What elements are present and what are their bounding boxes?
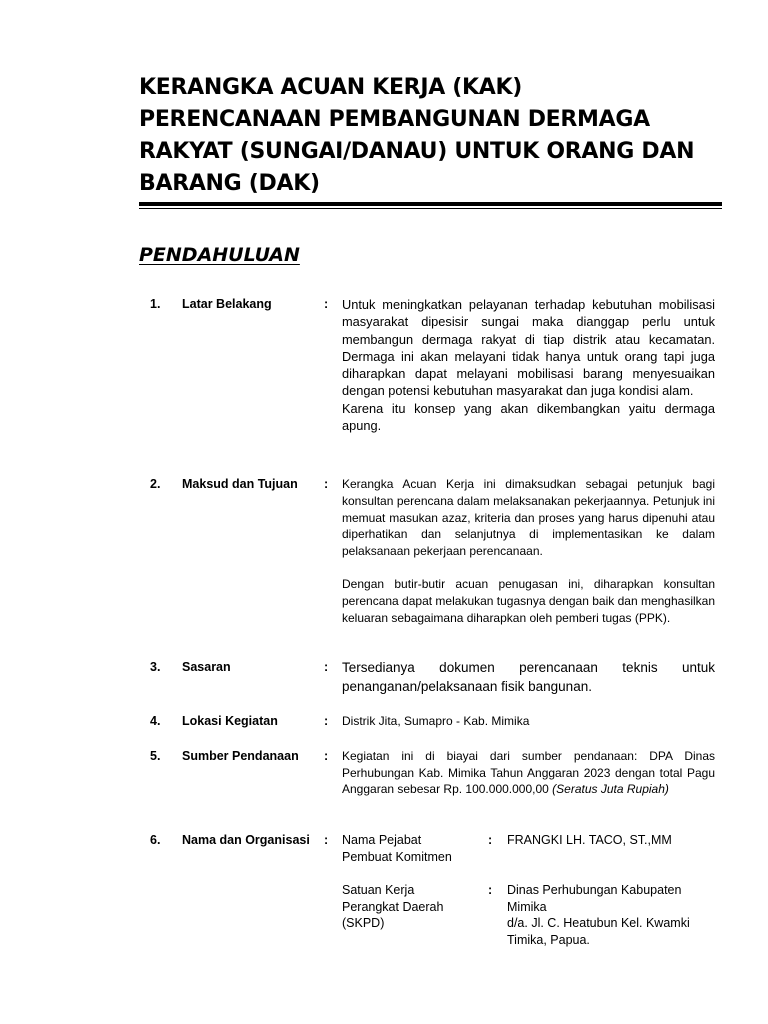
item-number: 4. — [150, 714, 161, 728]
subitem-separator: : — [488, 833, 493, 847]
item-label: Nama dan Organisasi — [182, 833, 310, 847]
subitem-value — [507, 882, 722, 948]
paragraph: Untuk meningkatkan pelayanan terhadap kebutuhan mobilisasi masyarakat dipesisir sungai maka dianggap perlu untuk membangun dermaga rakyat di tiap distrik atau kecamatan. Dermaga ini akan melayani tidak hanya untuk orang tapi juga diharapkan dapat melayani mobilisasi barang menyesuaikan dengan potensi kebutuhan masyarakat dan juga kondisi alam. — [342, 297, 715, 399]
funding-text: Kegiatan ini di biayai dari sumber pendanaan: DPA Dinas Perhubungan Kab. Mimika Tahun Anggaran 2023 dengan total Pagu Anggaran sebesar Rp. 100.000.000,00 — [342, 749, 715, 796]
item-number: 2. — [150, 477, 161, 491]
item-number: 1. — [150, 297, 161, 311]
value-line: FRANGKI LH. TACO, ST.,MM — [507, 833, 672, 847]
paragraph: Karena itu konsep yang akan dikembangkan yaitu dermaga apung. — [342, 400, 715, 434]
title-divider-thin — [139, 208, 722, 209]
item-content — [342, 659, 715, 696]
item-content — [342, 713, 715, 730]
value-line: d/a. Jl. C. Heatubun Kel. Kwamki Timika, Papua. — [507, 916, 690, 947]
item-content — [342, 748, 715, 798]
title-line: BARANG (DAK) — [139, 171, 320, 196]
section-heading: PENDAHULUAN — [139, 244, 300, 266]
title-line: RAKYAT (SUNGAI/DANAU) UNTUK ORANG DAN — [139, 139, 695, 164]
paragraph: Dengan butir-butir acuan penugasan ini, diharapkan konsultan perencana dapat melakukan tugasnya dengan baik dan menghasilkan keluaran sebagaimana diharapkan oleh pemberi tugas (PPK). — [342, 576, 715, 625]
item-separator: : — [324, 297, 329, 311]
item-number: 5. — [150, 749, 161, 763]
item-content — [342, 296, 715, 434]
title-divider-thick — [139, 202, 722, 206]
funding-amount-words: (Seratus Juta Rupiah) — [552, 782, 669, 796]
subitem-separator: : — [488, 883, 493, 897]
item-label: Latar Belakang — [182, 297, 272, 311]
paragraph: Tersedianya dokumen perencanaan teknis untuk penanganan/pelaksanaan fisik bangunan. — [342, 660, 715, 694]
item-separator: : — [324, 660, 329, 674]
item-separator: : — [324, 477, 329, 491]
item-separator: : — [324, 749, 329, 763]
title-line: KERANGKA ACUAN KERJA (KAK) — [139, 75, 523, 100]
paragraph: Kerangka Acuan Kerja ini dimaksudkan sebagai petunjuk bagi konsultan perencana dalam melaksanakan pekerjaannya. Petunjuk ini memuat masukan azaz, kriteria dan proses yang harus dipenuhi atau diperhatikan dan selanjutnya di implementasikan ke dalam pelaksanaan pekerjaan perencanaan. — [342, 477, 715, 559]
value-line: Dinas Perhubungan Kabupaten Mimika — [507, 883, 682, 914]
item-label: Sumber Pendanaan — [182, 749, 299, 763]
subitem-label: Satuan Kerja Perangkat Daerah (SKPD) — [342, 883, 444, 930]
paragraph: Distrik Jita, Sumapro - Kab. Mimika — [342, 714, 530, 728]
item-number: 6. — [150, 833, 161, 847]
item-label: Maksud dan Tujuan — [182, 477, 298, 491]
paragraph — [342, 748, 715, 798]
item-label: Lokasi Kegiatan — [182, 714, 278, 728]
subitem-label: Nama Pejabat Pembuat Komitmen — [342, 833, 452, 864]
document-title — [139, 72, 729, 200]
title-line: PERENCANAAN PEMBANGUNAN DERMAGA — [139, 107, 650, 132]
item-number: 3. — [150, 660, 161, 674]
item-separator: : — [324, 833, 329, 847]
item-label: Sasaran — [182, 660, 231, 674]
subitem-value — [507, 832, 722, 849]
item-separator: : — [324, 714, 329, 728]
item-content — [342, 476, 715, 626]
